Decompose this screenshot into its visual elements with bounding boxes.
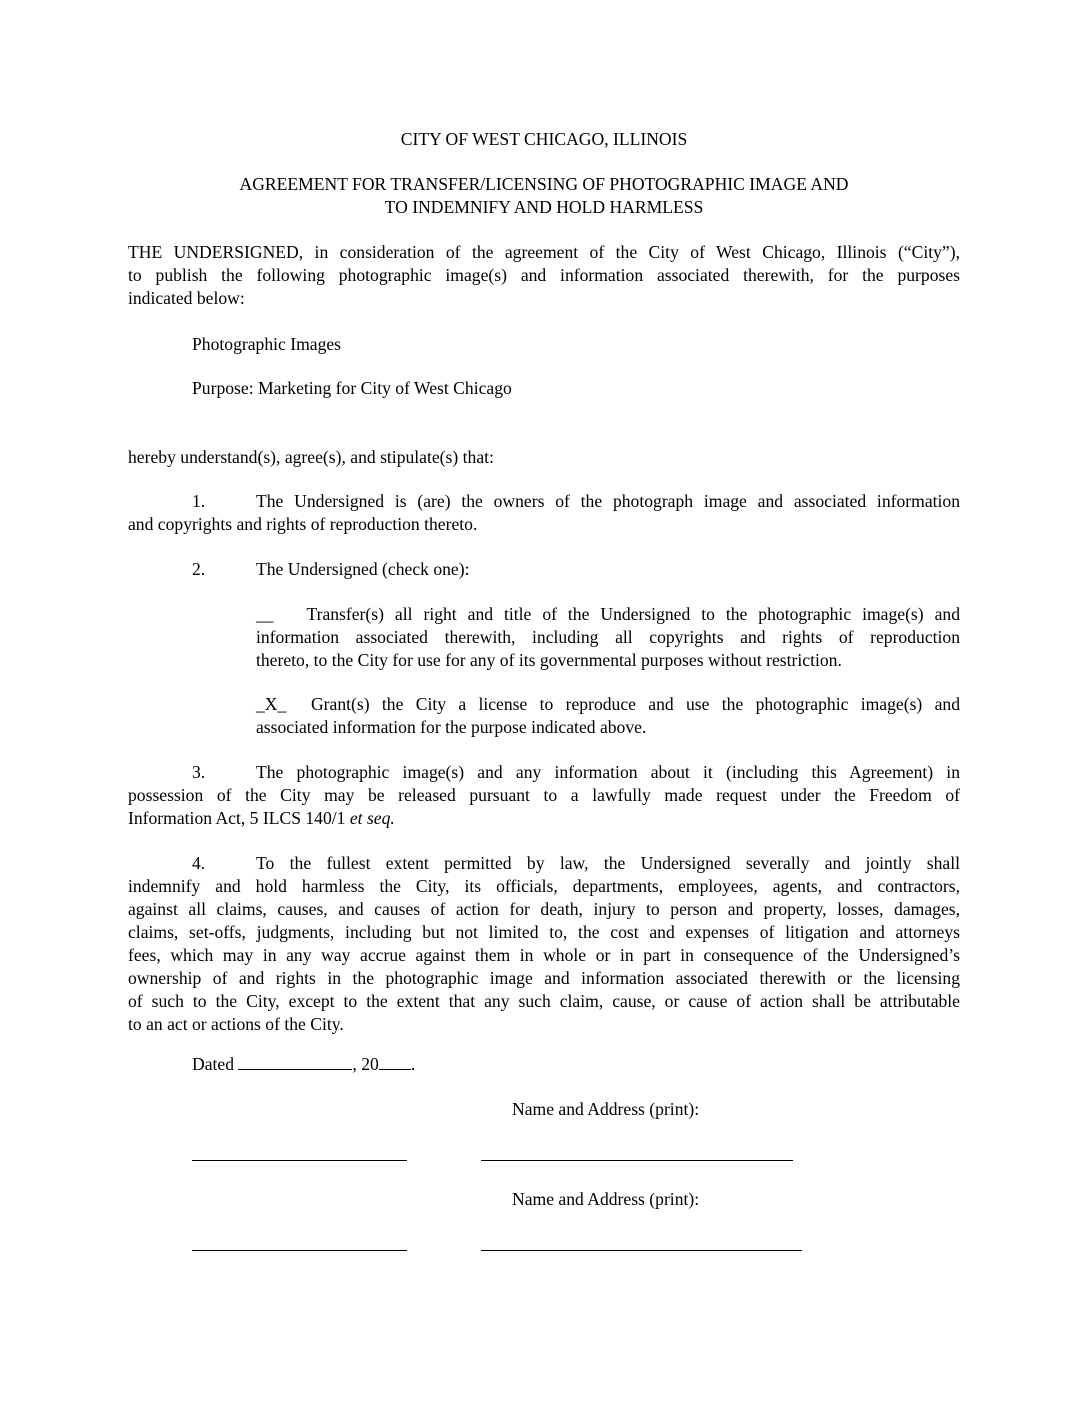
dated-line: [192, 1053, 960, 1075]
et-seq-italic: et seq.: [349, 808, 395, 828]
option-license-text-1: Grant(s) the City a license to reproduce and use the photographic image(s) and: [310, 694, 961, 714]
name-address-label-2: Name and Address (print):: [512, 1189, 700, 1209]
para-4-line-3: against all claims, causes, and causes of action for death, injury to person and property, losses, damages,: [128, 899, 960, 919]
name-address-label-1: Name and Address (print):: [512, 1099, 700, 1119]
para-4-line-6: ownership of and rights in the photographic image and information associated therewith or the licensing: [128, 968, 960, 988]
para-2-line-1: The Undersigned (check one):: [256, 559, 470, 579]
photographic-images-item: Photographic Images: [192, 334, 342, 354]
para-4-line-2: indemnify and hold harmless the City, its officials, departments, employees, agents, and contractors,: [128, 876, 960, 896]
city-heading: CITY OF WEST CHICAGO, ILLINOIS: [400, 129, 688, 149]
dated-end: .: [410, 1054, 416, 1074]
para-3-line-2: possession of the City may be released pursuant to a lawfully made request under the Freedom of: [128, 785, 960, 805]
para-4-number: 4.: [192, 853, 206, 873]
para-4-line-4: claims, set-offs, judgments, including but not limited to, the cost and expenses of litigation and attorneys: [128, 922, 960, 942]
para-3-number: 3.: [192, 762, 206, 782]
agreement-title-line-1: AGREEMENT FOR TRANSFER/LICENSING OF PHOTOGRAPHIC IMAGE AND: [239, 174, 849, 194]
option-transfer-text-1: Transfer(s) all right and title of the Undersigned to the photographic image(s) and: [306, 604, 960, 624]
para-4-line-5: fees, which may in any way accrue against them in whole or in part in consequence of the Undersigned’s: [128, 945, 960, 965]
para-2-number: 2.: [192, 559, 206, 579]
para-4-line-8: to an act or actions of the City.: [128, 1014, 344, 1034]
para-3-line-3: [128, 807, 960, 829]
name-address-line-1[interactable]: [481, 1160, 793, 1161]
option-transfer-line-2: information associated therewith, including all copyrights and rights of reproduction: [256, 627, 960, 647]
para-1-number: 1.: [192, 491, 206, 511]
option-license-line-1: [256, 693, 960, 715]
option-license-line-2: associated information for the purpose indicated above.: [256, 717, 647, 737]
stipulate-line: hereby understand(s), agree(s), and stipulate(s) that:: [128, 447, 494, 467]
para-1-line-2: and copyrights and rights of reproduction thereto.: [128, 514, 478, 534]
dated-label: Dated: [192, 1054, 235, 1074]
option-transfer-checkbox[interactable]: __: [256, 604, 274, 624]
document-page: [128, 0, 960, 1408]
para-3-line-1: The photographic image(s) and any information about it (including this Agreement) in: [256, 762, 960, 782]
purpose-item: Purpose: Marketing for City of West Chicago: [192, 378, 512, 398]
signature-line-2[interactable]: [192, 1250, 407, 1251]
para-4-line-7: of such to the City, except to the extent that any such claim, cause, or cause of action shall be attributable: [128, 991, 960, 1011]
agreement-title-line-2: TO INDEMNIFY AND HOLD HARMLESS: [384, 197, 704, 217]
dated-year-blank[interactable]: [379, 1054, 411, 1070]
intro-line-1: THE UNDERSIGNED, in consideration of the agreement of the City of West Chicago, Illinois (“City”),: [128, 242, 960, 262]
intro-line-2: to publish the following photographic image(s) and information associated therewith, for the purposes: [128, 265, 960, 285]
option-transfer-line-1: [256, 603, 960, 625]
signature-line-1[interactable]: [192, 1160, 407, 1161]
option-transfer-line-3: thereto, to the City for use for any of its governmental purposes without restriction.: [256, 650, 842, 670]
para-1-line-1: The Undersigned is (are) the owners of the photograph image and associated information: [256, 491, 960, 511]
para-4-line-1: To the fullest extent permitted by law, the Undersigned severally and jointly shall: [256, 853, 960, 873]
para-3-line-3-text: Information Act, 5 ILCS 140/1: [128, 808, 350, 828]
intro-line-3: indicated below:: [128, 288, 245, 308]
dated-year-prefix: , 20: [352, 1054, 379, 1074]
name-address-line-2[interactable]: [481, 1250, 802, 1251]
dated-day-blank[interactable]: [238, 1054, 352, 1070]
option-license-checkbox[interactable]: _X_: [256, 694, 287, 714]
